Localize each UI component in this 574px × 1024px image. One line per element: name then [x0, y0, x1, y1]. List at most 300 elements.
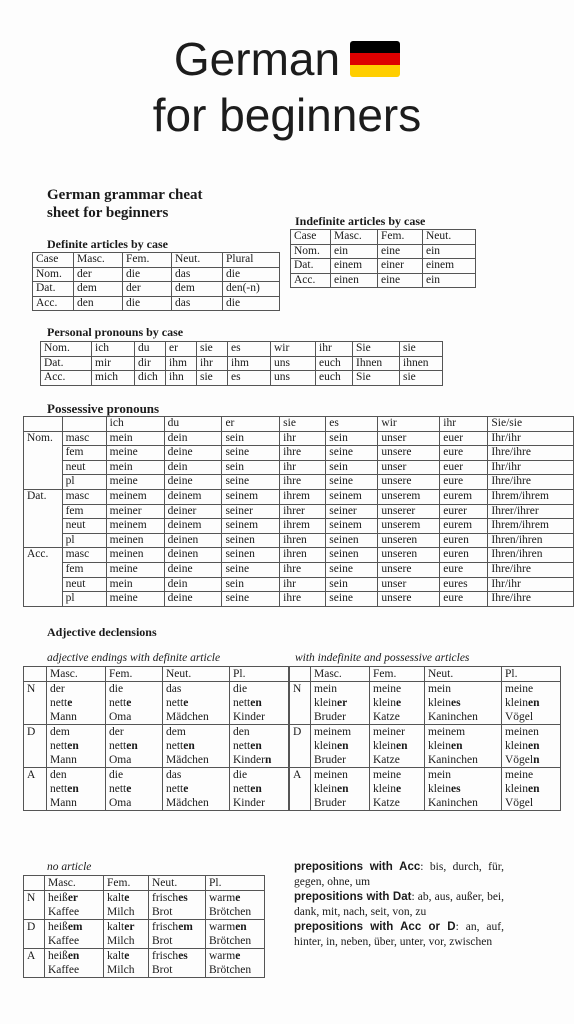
header-cell: Neut. [149, 876, 206, 891]
table-row [24, 725, 289, 768]
intro-heading [47, 186, 203, 222]
declension-cell [206, 949, 265, 978]
declension-word: die [233, 769, 248, 781]
table-cell: mein [106, 431, 164, 446]
table-row [24, 533, 574, 548]
table-header-row [33, 253, 280, 268]
declension-word: frischem [152, 921, 193, 933]
declension-word: mein [428, 683, 451, 695]
table-cell: unserem [378, 489, 440, 504]
header-cell: ihr [440, 417, 488, 432]
table-cell: ihrem [280, 489, 326, 504]
table-cell: dein [164, 460, 222, 475]
declension-word: netten [109, 740, 138, 752]
table-row [24, 489, 574, 504]
table-row [24, 446, 574, 461]
table-cell: sie [400, 371, 443, 386]
declension-word: Mann [50, 797, 77, 809]
adjective-definite-table [23, 666, 289, 811]
declension-word: Mädchen [166, 711, 209, 723]
table-cell: deine [164, 592, 222, 607]
table-cell: seiner [326, 504, 378, 519]
declension-word: die [109, 769, 124, 781]
declension-word: Kinder [233, 797, 265, 809]
declension-word: den [50, 769, 67, 781]
table-cell: dir [135, 356, 166, 371]
declension-word: Kaffee [48, 906, 80, 918]
header-cell: Neut. [163, 667, 230, 682]
table-cell: deinem [164, 519, 222, 534]
header-cell: Neut. [172, 253, 223, 268]
table-cell: eure [440, 475, 488, 490]
table-cell: Acc. [33, 296, 74, 311]
table-cell: ihre [280, 446, 326, 461]
declension-word: kleines [428, 783, 461, 795]
prepositions-block [294, 860, 504, 950]
declension-word: die [109, 683, 124, 695]
table-row [24, 431, 574, 446]
table-cell: euer [440, 460, 488, 475]
prep-dat: prepositions with Dat: ab, aus, außer, bei, dank, mit, nach, seit, von, zu [294, 891, 505, 918]
declension-word: mein [428, 769, 451, 781]
declension-cell [104, 949, 149, 978]
case-cell: A [290, 768, 311, 811]
header-cell: Masc. [45, 876, 104, 891]
header-cell: Fem. [370, 667, 425, 682]
case-cell: N [24, 891, 45, 920]
table-cell: neut [62, 460, 106, 475]
declension-word: meinem [428, 726, 466, 738]
table-cell: uns [271, 371, 316, 386]
declension-cell [370, 682, 425, 725]
table-cell: eure [440, 446, 488, 461]
table-cell: Ihnen [353, 356, 400, 371]
declension-word: meinen [505, 726, 539, 738]
declension-word: Brötchen [209, 964, 252, 976]
table-cell: Ihren/ihren [488, 548, 574, 563]
table-cell: Dat. [41, 356, 92, 371]
case-cell: Nom. [24, 431, 63, 489]
declension-word: Mädchen [166, 754, 209, 766]
header-cell: Case [291, 230, 331, 245]
table-cell: ihre [280, 475, 326, 490]
declension-cell [230, 768, 289, 811]
declension-word: den [233, 726, 250, 738]
table-cell: sein [326, 460, 378, 475]
declension-word: netten [50, 783, 79, 795]
table-cell: das [172, 296, 223, 311]
declension-cell [230, 682, 289, 725]
declension-word: netten [50, 740, 79, 752]
declension-cell [425, 725, 502, 768]
table-cell: ihr [280, 460, 326, 475]
header-cell: du [164, 417, 222, 432]
declension-word: warme [209, 892, 241, 904]
declension-cell [47, 768, 106, 811]
table-cell: meine [106, 562, 164, 577]
table-cell: mich [92, 371, 135, 386]
intro-heading-line2: sheet for beginners [47, 205, 169, 221]
table-cell: es [228, 342, 271, 357]
table-cell: unserer [378, 504, 440, 519]
table-cell: seine [222, 475, 280, 490]
table-cell: meinen [106, 533, 164, 548]
table-cell: die [123, 267, 172, 282]
table-header-row [24, 417, 574, 432]
table-cell: seinen [222, 548, 280, 563]
case-cell: A [24, 949, 45, 978]
table-cell: euch [316, 371, 353, 386]
table-row [41, 356, 443, 371]
table-cell: ihnen [400, 356, 443, 371]
declension-cell [106, 682, 163, 725]
table-cell: unsere [378, 475, 440, 490]
declension-word: kalte [107, 950, 130, 962]
header-cell: Fem. [106, 667, 163, 682]
declension-cell [47, 725, 106, 768]
declension-word: netten [233, 783, 262, 795]
declension-cell [502, 768, 561, 811]
declension-cell [149, 891, 206, 920]
table-header-row [290, 667, 561, 682]
table-cell: seine [326, 446, 378, 461]
table-cell: der [74, 267, 123, 282]
declension-word: Vögel [505, 797, 534, 809]
table-row [290, 725, 561, 768]
table-header-row [24, 667, 289, 682]
declension-cell [47, 682, 106, 725]
table-cell: seine [222, 446, 280, 461]
declension-word: kleinen [314, 740, 349, 752]
declension-word: Brötchen [209, 935, 252, 947]
table-cell: unseren [378, 533, 440, 548]
declension-word: kleinen [505, 740, 540, 752]
table-cell: mir [92, 356, 135, 371]
header-cell: Masc. [331, 230, 378, 245]
declension-word: Brot [152, 964, 173, 976]
table-cell: pl [62, 475, 106, 490]
table-cell: seine [326, 562, 378, 577]
table-cell: Sie [353, 371, 400, 386]
table-row [24, 592, 574, 607]
table-cell: unser [378, 431, 440, 446]
table-cell: seine [326, 475, 378, 490]
declension-cell [311, 682, 370, 725]
table-header-row [24, 876, 265, 891]
declension-word: der [50, 683, 65, 695]
declension-cell [502, 725, 561, 768]
adjective-heading: Adjective declensions [47, 625, 157, 639]
header-cell [290, 667, 311, 682]
header-cell: Fem. [123, 253, 172, 268]
personal-heading: Personal pronouns by case [47, 325, 184, 339]
table-cell: ihre [280, 562, 326, 577]
header-cell: sie [280, 417, 326, 432]
declension-cell [163, 725, 230, 768]
table-cell: ihre [280, 592, 326, 607]
declension-word: kleine [373, 783, 402, 795]
table-row [291, 244, 476, 259]
declension-word: dem [50, 726, 70, 738]
table-cell: ihm [166, 356, 197, 371]
header-cell: es [326, 417, 378, 432]
declension-word: meinem [314, 726, 352, 738]
table-cell: einem [331, 259, 378, 274]
table-cell: den [74, 296, 123, 311]
adj-definite-subheading: adjective endings with definite article [47, 652, 221, 664]
table-cell: er [166, 342, 197, 357]
table-cell: deine [164, 446, 222, 461]
table-cell: deinen [164, 548, 222, 563]
declension-cell [230, 725, 289, 768]
declension-word: Bruder [314, 797, 346, 809]
table-cell: seinen [222, 533, 280, 548]
declension-word: Oma [109, 754, 132, 766]
germany-flag-icon [350, 41, 400, 77]
table-cell: deine [164, 475, 222, 490]
table-cell: Ihre/ihre [488, 562, 574, 577]
table-cell: du [135, 342, 166, 357]
table-cell: sein [326, 577, 378, 592]
table-cell: unseren [378, 548, 440, 563]
declension-word: Kaninchen [428, 754, 478, 766]
table-cell: euch [316, 356, 353, 371]
declension-word: meinen [314, 769, 348, 781]
case-cell: A [24, 768, 47, 811]
table-cell: neut [62, 519, 106, 534]
declension-cell [425, 768, 502, 811]
declension-word: Brötchen [209, 906, 252, 918]
table-cell: mein [106, 577, 164, 592]
table-row [24, 949, 265, 978]
table-cell: unser [378, 460, 440, 475]
declension-word: kleinen [505, 783, 540, 795]
declension-word: meine [505, 683, 534, 695]
declension-word: kalter [107, 921, 135, 933]
table-cell: ihrer [280, 504, 326, 519]
declension-word: kleinen [373, 740, 408, 752]
table-cell: meinen [106, 548, 164, 563]
table-cell: Ihr/ihr [488, 431, 574, 446]
declension-cell [370, 768, 425, 811]
header-cell [24, 876, 45, 891]
declension-word: kalte [107, 892, 130, 904]
table-cell: eurer [440, 504, 488, 519]
table-cell: mein [106, 460, 164, 475]
declension-word: Vögel [505, 711, 534, 723]
table-row [33, 296, 280, 311]
declension-word: Kaninchen [428, 711, 478, 723]
table-cell: sein [222, 431, 280, 446]
table-cell: meinem [106, 519, 164, 534]
declension-word: Katze [373, 711, 400, 723]
page-title-line1 [0, 32, 574, 86]
declension-cell [311, 725, 370, 768]
header-cell: Pl. [230, 667, 289, 682]
declension-word: Oma [109, 797, 132, 809]
table-row [24, 460, 574, 475]
table-cell: pl [62, 533, 106, 548]
table-cell: dem [172, 282, 223, 297]
table-cell: ihrem [280, 519, 326, 534]
table-cell: ich [92, 342, 135, 357]
table-cell: euer [440, 431, 488, 446]
table-cell: fem [62, 562, 106, 577]
header-cell: Neut. [425, 667, 502, 682]
definite-heading: Definite articles by case [47, 237, 168, 251]
table-cell: die [123, 296, 172, 311]
table-cell: meine [106, 475, 164, 490]
table-cell: unsere [378, 446, 440, 461]
declension-word: Brot [152, 906, 173, 918]
header-cell: Sie/sie [488, 417, 574, 432]
table-cell: Dat. [291, 259, 331, 274]
declension-word: Oma [109, 711, 132, 723]
declension-cell [149, 920, 206, 949]
table-cell: fem [62, 446, 106, 461]
table-cell: Acc. [41, 371, 92, 386]
table-cell: unserem [378, 519, 440, 534]
header-cell: Pl. [502, 667, 561, 682]
declension-word: nette [166, 697, 189, 709]
adjective-no-article-table [23, 875, 265, 978]
declension-word: kleinen [505, 697, 540, 709]
table-cell: deiner [164, 504, 222, 519]
case-cell: Dat. [24, 489, 63, 547]
declension-word: heißer [48, 892, 79, 904]
table-cell: wir [271, 342, 316, 357]
prep-acc: prepositions with Acc: bis, durch, für, gegen, ohne, um [294, 861, 505, 888]
declension-word: Katze [373, 754, 400, 766]
possessive-pronouns-table [23, 416, 574, 607]
table-row [33, 282, 280, 297]
declension-cell [206, 891, 265, 920]
declension-word: warmen [209, 921, 247, 933]
table-cell: fem [62, 504, 106, 519]
table-cell: seinem [326, 489, 378, 504]
table-header-row [291, 230, 476, 245]
declension-word: kleines [428, 697, 461, 709]
table-cell: eurem [440, 489, 488, 504]
table-cell: Sie [353, 342, 400, 357]
declension-word: Vögeln [505, 754, 540, 766]
table-cell: Ihre/ihre [488, 475, 574, 490]
declension-word: nette [109, 697, 132, 709]
declension-word: Milch [107, 935, 135, 947]
personal-pronouns-table [40, 341, 443, 386]
declension-word: mein [314, 683, 337, 695]
declension-word: kleinen [314, 783, 349, 795]
table-cell: sein [222, 460, 280, 475]
header-cell: Pl. [206, 876, 265, 891]
declension-cell [149, 949, 206, 978]
declension-word: Kaninchen [428, 797, 478, 809]
table-row [24, 519, 574, 534]
declension-cell [45, 920, 104, 949]
table-cell: seinen [326, 548, 378, 563]
table-cell: masc [62, 548, 106, 563]
table-cell: euren [440, 548, 488, 563]
table-cell: ein [423, 244, 476, 259]
header-cell: Fem. [104, 876, 149, 891]
header-cell [24, 667, 47, 682]
declension-word: nette [109, 783, 132, 795]
adjective-indefinite-table [289, 666, 561, 811]
case-cell: N [290, 682, 311, 725]
table-cell: unsere [378, 592, 440, 607]
table-cell: Ihrem/ihrem [488, 489, 574, 504]
table-cell: seinem [222, 489, 280, 504]
declension-word: meine [505, 769, 534, 781]
table-cell: Ihren/ihren [488, 533, 574, 548]
table-cell: Ihre/ihre [488, 592, 574, 607]
table-cell: sein [326, 431, 378, 446]
table-row [24, 577, 574, 592]
table-cell: Ihr/ihr [488, 577, 574, 592]
header-cell: Neut. [423, 230, 476, 245]
table-cell: masc [62, 431, 106, 446]
declension-cell [163, 682, 230, 725]
definite-articles-table [32, 252, 280, 311]
header-cell: wir [378, 417, 440, 432]
table-cell: masc [62, 489, 106, 504]
declension-cell [104, 920, 149, 949]
table-cell: eine [378, 273, 423, 288]
table-cell: pl [62, 592, 106, 607]
declension-word: Kindern [233, 754, 272, 766]
table-cell: eine [378, 244, 423, 259]
declension-word: die [233, 683, 248, 695]
case-cell: N [24, 682, 47, 725]
declension-cell [425, 682, 502, 725]
table-cell: das [172, 267, 223, 282]
table-cell: ein [423, 273, 476, 288]
declension-word: Brot [152, 935, 173, 947]
declension-word: kleiner [314, 697, 348, 709]
table-cell: Nom. [41, 342, 92, 357]
declension-word: dem [166, 726, 186, 738]
table-cell: neut [62, 577, 106, 592]
table-row [290, 768, 561, 811]
table-row [24, 920, 265, 949]
table-row [24, 475, 574, 490]
declension-word: Milch [107, 906, 135, 918]
adj-noarticle-subheading: no article [47, 861, 92, 873]
header-cell: Case [33, 253, 74, 268]
table-cell: unser [378, 577, 440, 592]
table-row [24, 768, 289, 811]
table-cell: ihm [228, 356, 271, 371]
table-row [291, 273, 476, 288]
declension-word: Kaffee [48, 935, 80, 947]
table-cell: seine [222, 592, 280, 607]
declension-word: nette [166, 783, 189, 795]
table-row [24, 891, 265, 920]
declension-word: Katze [373, 797, 400, 809]
table-cell: ein [331, 244, 378, 259]
declension-word: heißen [48, 950, 80, 962]
table-cell: deine [164, 562, 222, 577]
declension-word: heißem [48, 921, 83, 933]
table-cell: unsere [378, 562, 440, 577]
table-cell: seiner [222, 504, 280, 519]
table-cell: uns [271, 356, 316, 371]
declension-cell [311, 768, 370, 811]
declension-word: Mann [50, 754, 77, 766]
declension-word: meine [373, 683, 402, 695]
declension-word: das [166, 769, 182, 781]
declension-word: netten [233, 697, 262, 709]
